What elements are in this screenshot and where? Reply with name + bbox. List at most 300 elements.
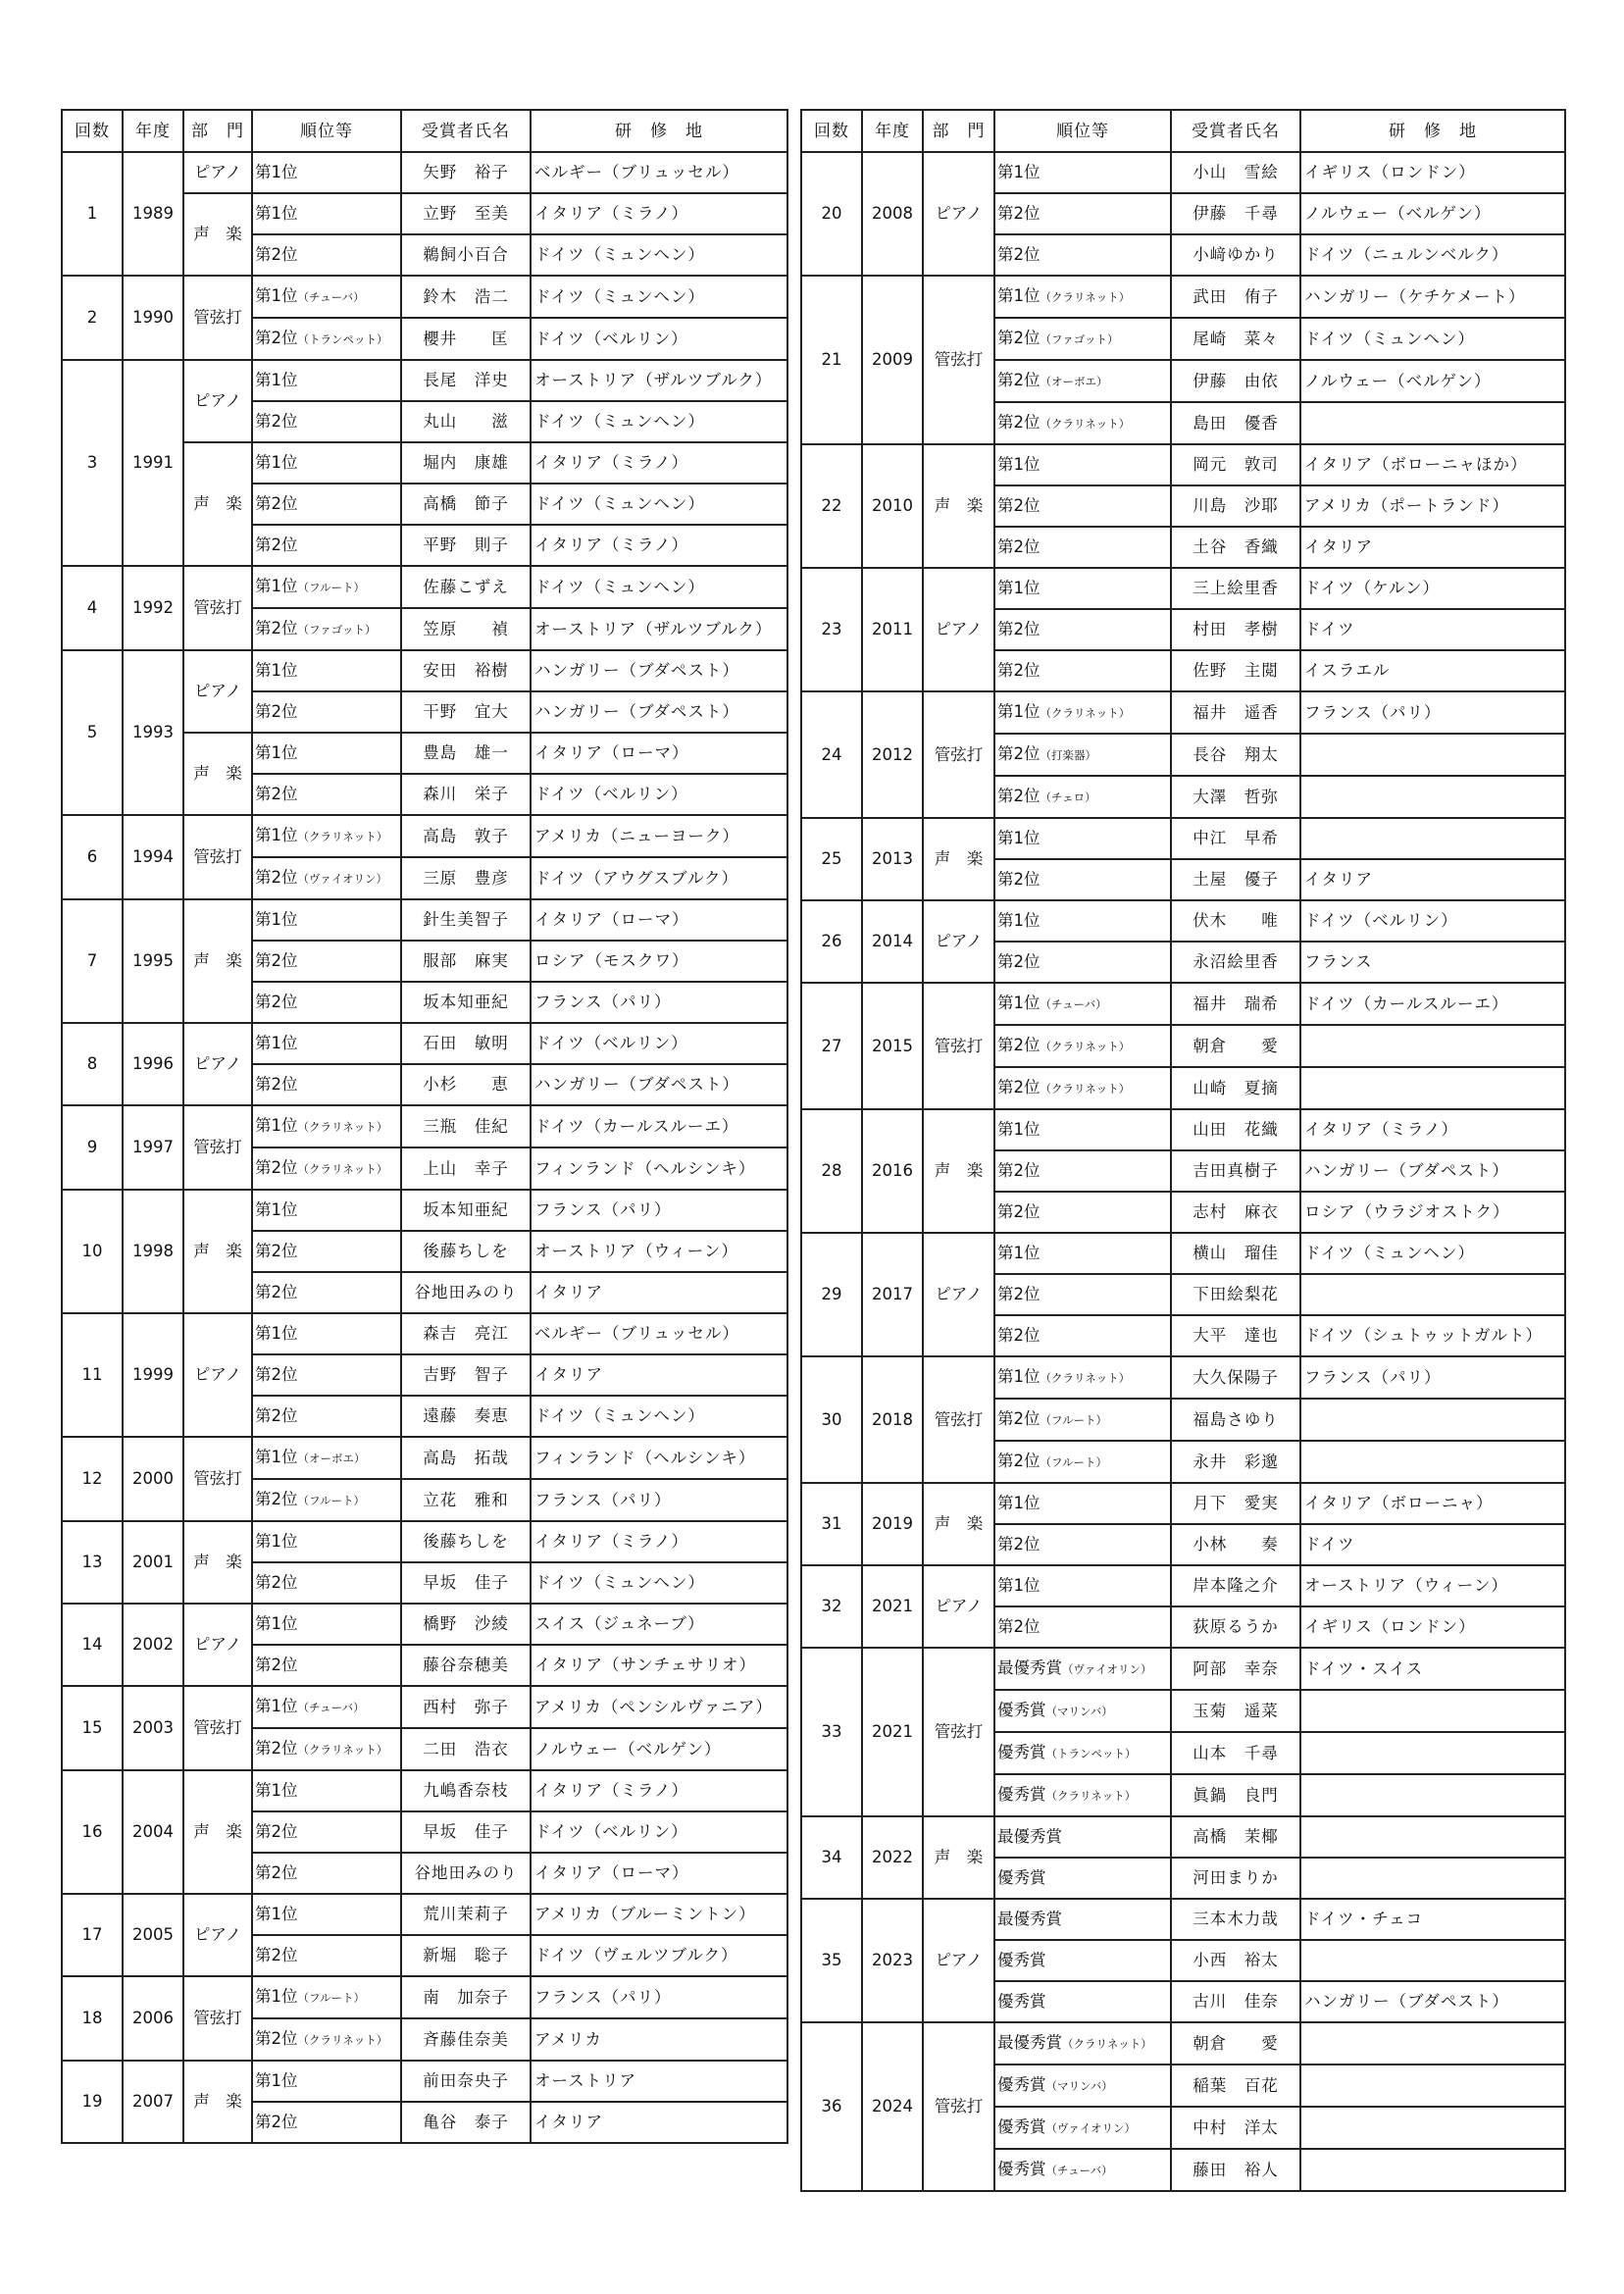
session-number: 14 — [62, 1604, 123, 1686]
winner-name: 堀内 康雄 — [401, 442, 531, 484]
award-year: 2016 — [862, 1109, 923, 1233]
rank-label: 第1位 — [255, 371, 298, 389]
study-location: オーストリア — [531, 2061, 787, 2102]
winner-name: 亀谷 泰子 — [401, 2102, 531, 2143]
instrument-label: （ファゴット） — [297, 623, 377, 637]
table-row — [62, 899, 787, 941]
winner-name: 谷地田みのり — [401, 1272, 531, 1313]
table-row — [801, 1648, 1565, 1690]
study-location: アメリカ（ニューヨーク） — [531, 815, 787, 857]
winner-name: 三本木力哉 — [1171, 1899, 1300, 1940]
rank-cell — [252, 2102, 401, 2143]
rank-cell — [252, 1770, 401, 1811]
table-row — [62, 1686, 787, 1728]
rank-cell — [994, 1732, 1171, 1774]
winner-name: 後藤ちしを — [401, 1231, 531, 1272]
winner-name: 笠原 禎 — [401, 608, 531, 650]
winner-name: 山崎 夏摘 — [1171, 1067, 1300, 1109]
rank-label: 第2位 — [997, 245, 1040, 264]
division: ピアノ — [183, 360, 252, 442]
session-number: 10 — [62, 1190, 123, 1313]
rank-label: 第1位 — [997, 163, 1040, 181]
table-row — [62, 1023, 787, 1064]
rank-cell — [252, 234, 401, 276]
study-location: ドイツ・チェコ — [1300, 1899, 1565, 1940]
winner-name: 高橋 茉椰 — [1171, 1816, 1300, 1858]
division: ピアノ — [183, 1894, 252, 1976]
awards-table-left — [61, 109, 788, 2144]
session-number: 21 — [801, 276, 862, 444]
winner-name: 服部 麻実 — [401, 941, 531, 982]
study-location: ドイツ（シュトゥットガルト） — [1300, 1315, 1565, 1356]
study-location: ドイツ（カールスルーエ） — [1300, 983, 1565, 1025]
winner-name: 稲葉 百花 — [1171, 2065, 1300, 2107]
instrument-label: （マリンバ） — [1045, 2079, 1113, 2093]
winner-name: 尾崎 菜々 — [1171, 318, 1300, 360]
study-location — [1300, 1690, 1565, 1732]
session-number: 29 — [801, 1233, 862, 1356]
instrument-label: （クラリネット） — [1040, 706, 1131, 720]
rank-cell — [994, 1524, 1171, 1565]
session-number: 13 — [62, 1521, 123, 1604]
rank-cell — [252, 1354, 401, 1396]
table-row — [801, 152, 1565, 193]
study-location: フランス（パリ） — [531, 1479, 787, 1521]
rank-cell — [994, 1315, 1171, 1356]
study-location — [1300, 2149, 1565, 2191]
rank-cell — [252, 650, 401, 691]
study-location: イスラエル — [1300, 650, 1565, 691]
table-row — [801, 444, 1565, 485]
award-year: 1994 — [123, 815, 183, 899]
study-location: ドイツ（ベルリン） — [1300, 900, 1565, 942]
table-row — [62, 650, 787, 691]
rank-cell — [252, 815, 401, 857]
table-row — [801, 1816, 1565, 1858]
instrument-label: （トランペット） — [1045, 1747, 1137, 1760]
rank-cell — [994, 360, 1171, 402]
instrument-label: （チューバ） — [1045, 2164, 1113, 2177]
rank-cell — [994, 1940, 1171, 1981]
rank-cell — [994, 650, 1171, 691]
session-number: 34 — [801, 1816, 862, 1899]
winner-name: 土谷 香織 — [1171, 527, 1300, 568]
instrument-label: （クラリネット） — [297, 1162, 388, 1176]
rank-cell — [994, 1606, 1171, 1648]
rank-cell — [994, 2149, 1171, 2191]
rank-cell — [994, 2022, 1171, 2065]
study-location: オーストリア（ウィーン） — [1300, 1565, 1565, 1606]
winner-name: 早坂 佳子 — [401, 1811, 531, 1853]
rank-label: 第2位 — [255, 2113, 298, 2131]
header-winner-name: 受賞者氏名 — [401, 110, 531, 152]
rank-label: 第2位 — [997, 329, 1040, 347]
award-year: 2006 — [123, 1976, 183, 2061]
winner-name: 九嶋香奈枝 — [401, 1770, 531, 1811]
rank-label: 第1位 — [997, 702, 1040, 721]
rank-cell — [252, 691, 401, 733]
study-location: イタリア — [1300, 527, 1565, 568]
division: 声 楽 — [923, 1483, 994, 1565]
session-number: 1 — [62, 152, 123, 276]
winner-name: 武田 侑子 — [1171, 276, 1300, 318]
table-row — [801, 2022, 1565, 2065]
award-year: 2014 — [862, 900, 923, 983]
rank-cell — [994, 900, 1171, 942]
rank-cell — [994, 609, 1171, 650]
rank-label: 第1位 — [255, 1614, 298, 1633]
rank-label: 第1位 — [255, 661, 298, 680]
study-location: ハンガリー（ケチケメート） — [1300, 276, 1565, 318]
session-number: 7 — [62, 899, 123, 1023]
rank-label: 第2位 — [255, 2029, 298, 2048]
rank-cell — [252, 566, 401, 608]
table-row — [62, 1521, 787, 1562]
rank-label: 第1位 — [255, 826, 298, 844]
award-year: 1989 — [123, 152, 183, 276]
study-location: ベルギー（ブリュッセル） — [531, 152, 787, 193]
study-location: オーストリア（ザルツブルク） — [531, 608, 787, 650]
table-row — [62, 1976, 787, 2018]
rank-label: 優秀賞 — [997, 2075, 1046, 2094]
rank-cell — [994, 568, 1171, 609]
rank-label: 第2位 — [255, 951, 298, 970]
winner-name: 三瓶 佳紀 — [401, 1105, 531, 1147]
study-location: オーストリア（ウィーン） — [531, 1231, 787, 1272]
instrument-label: （チューバ） — [297, 1701, 365, 1714]
rank-cell — [994, 1858, 1171, 1899]
study-location — [1300, 734, 1565, 776]
division: 管弦打 — [183, 1437, 252, 1521]
winner-name: 森吉 亮江 — [401, 1313, 531, 1354]
rank-label: 第2位 — [255, 245, 298, 264]
study-location: ハンガリー（ブダペスト） — [531, 650, 787, 691]
study-location — [1300, 1940, 1565, 1981]
rank-label: 第2位 — [255, 1490, 298, 1508]
award-year: 1997 — [123, 1105, 183, 1190]
study-location: イタリア（サンチェサリオ） — [531, 1645, 787, 1686]
table-row — [801, 1899, 1565, 1940]
rank-cell — [252, 857, 401, 899]
rank-cell — [994, 859, 1171, 900]
division: ピアノ — [183, 152, 252, 193]
rank-label: 第1位 — [255, 204, 298, 223]
winner-name: 谷地田みのり — [401, 1853, 531, 1894]
winner-name: 安田 裕樹 — [401, 650, 531, 691]
rank-label: 優秀賞 — [997, 1951, 1046, 1969]
winner-name: 小西 裕太 — [1171, 1940, 1300, 1981]
table-row — [801, 1565, 1565, 1606]
study-location: アメリカ（ポートランド） — [1300, 485, 1565, 527]
rank-cell — [252, 608, 401, 650]
division: 声 楽 — [183, 1190, 252, 1313]
winner-name: 豊島 雄一 — [401, 733, 531, 774]
study-location — [1300, 402, 1565, 444]
rank-label: 第2位 — [255, 1365, 298, 1384]
rank-label: 第2位 — [255, 785, 298, 803]
winner-name: 石田 敏明 — [401, 1023, 531, 1064]
winner-name: 矢野 裕子 — [401, 152, 531, 193]
rank-cell — [252, 1272, 401, 1313]
header-division: 部 門 — [183, 110, 252, 152]
rank-cell — [252, 2061, 401, 2102]
rank-cell — [252, 1686, 401, 1728]
study-location: イタリア — [531, 2102, 787, 2143]
award-year: 2024 — [862, 2022, 923, 2191]
rank-cell — [252, 1231, 401, 1272]
rank-cell — [252, 1853, 401, 1894]
rank-cell — [994, 1981, 1171, 2022]
rank-label: 第2位 — [997, 371, 1040, 389]
award-year: 1993 — [123, 650, 183, 815]
session-number: 35 — [801, 1899, 862, 2022]
rank-cell — [252, 1479, 401, 1521]
award-year: 2018 — [862, 1356, 923, 1483]
study-location: イギリス（ロンドン） — [1300, 152, 1565, 193]
winner-name: 大平 達也 — [1171, 1315, 1300, 1356]
session-number: 2 — [62, 276, 123, 360]
study-location: イタリア（ミラノ） — [1300, 1109, 1565, 1150]
study-location: ドイツ（ベルリン） — [531, 1811, 787, 1853]
study-location — [1300, 1025, 1565, 1067]
study-location: オーストリア（ザルツブルク） — [531, 360, 787, 401]
rank-label: 第2位 — [997, 204, 1040, 223]
rank-cell — [252, 276, 401, 318]
winner-name: 佐野 主閲 — [1171, 650, 1300, 691]
winner-name: 南 加奈子 — [401, 1976, 531, 2018]
rank-label: 優秀賞 — [997, 1743, 1046, 1761]
rank-label: 優秀賞 — [997, 1701, 1046, 1719]
division: ピアノ — [183, 1023, 252, 1105]
study-location — [1300, 1816, 1565, 1858]
study-location — [1300, 1441, 1565, 1483]
division: 管弦打 — [183, 1686, 252, 1770]
award-year: 2013 — [862, 818, 923, 900]
rank-label: 第1位 — [255, 910, 298, 929]
rank-label: 第2位 — [997, 1161, 1040, 1180]
study-location: イギリス（ロンドン） — [1300, 1606, 1565, 1648]
winner-name: 福井 遥香 — [1171, 691, 1300, 734]
rank-label: 優秀賞 — [997, 2160, 1046, 2178]
rank-cell — [252, 1064, 401, 1105]
winner-name: 佐藤こずえ — [401, 566, 531, 608]
rank-label: 第1位 — [997, 994, 1040, 1012]
instrument-label: （オーボエ） — [1040, 375, 1108, 388]
header-rank: 順位等 — [252, 110, 401, 152]
session-number: 12 — [62, 1437, 123, 1521]
session-number: 23 — [801, 568, 862, 691]
rank-cell — [994, 1025, 1171, 1067]
study-location: イタリア — [531, 1272, 787, 1313]
rank-label: 第2位 — [997, 1326, 1040, 1345]
winner-name: 高島 敦子 — [401, 815, 531, 857]
award-year: 1995 — [123, 899, 183, 1023]
rank-cell — [994, 1483, 1171, 1524]
session-number: 8 — [62, 1023, 123, 1105]
award-year: 1992 — [123, 566, 183, 650]
table-row — [801, 568, 1565, 609]
session-number: 27 — [801, 983, 862, 1109]
instrument-label: （チューバ） — [297, 290, 365, 304]
study-location: アメリカ — [531, 2018, 787, 2061]
winner-name: 中江 早希 — [1171, 818, 1300, 859]
division: 管弦打 — [923, 983, 994, 1109]
winner-name: 岡元 敦司 — [1171, 444, 1300, 485]
winner-name: 永沼絵里香 — [1171, 942, 1300, 983]
division: 声 楽 — [923, 818, 994, 900]
header-rank: 順位等 — [994, 110, 1171, 152]
study-location: スイス（ジュネーブ） — [531, 1604, 787, 1645]
study-location — [1300, 818, 1565, 859]
rank-label: 第1位 — [997, 286, 1040, 305]
winner-name: 福島さゆり — [1171, 1399, 1300, 1441]
division: ピアノ — [923, 900, 994, 983]
instrument-label: （クラリネット） — [1040, 1371, 1131, 1385]
rank-label: 第2位 — [997, 787, 1040, 805]
rank-cell — [252, 525, 401, 566]
award-year: 2011 — [862, 568, 923, 691]
award-year: 2002 — [123, 1604, 183, 1686]
award-year: 1991 — [123, 360, 183, 566]
rank-cell — [252, 1562, 401, 1604]
rank-label: 第2位 — [997, 1617, 1040, 1636]
winner-name: 志村 麻衣 — [1171, 1192, 1300, 1233]
rank-label: 第2位 — [997, 1036, 1040, 1054]
study-location: ハンガリー（ブダペスト） — [1300, 1150, 1565, 1192]
winner-name: 三上絵里香 — [1171, 568, 1300, 609]
header-year: 年度 — [123, 110, 183, 152]
rank-label: 第1位 — [255, 1116, 298, 1135]
rank-label: 第2位 — [255, 1406, 298, 1425]
winner-name: 平野 則子 — [401, 525, 531, 566]
study-location: フィンランド（ヘルシンキ） — [531, 1437, 787, 1479]
division: ピアノ — [183, 650, 252, 733]
winner-name: 遠藤 奏恵 — [401, 1396, 531, 1437]
rank-label: 最優秀賞 — [997, 1827, 1062, 1846]
rank-cell — [252, 193, 401, 234]
study-location — [1300, 2022, 1565, 2065]
table-row — [801, 1109, 1565, 1150]
award-year: 2009 — [862, 276, 923, 444]
rank-label: 第1位 — [255, 1034, 298, 1052]
rank-label: 第2位 — [997, 537, 1040, 556]
table-row — [62, 1604, 787, 1645]
table-row — [801, 1483, 1565, 1524]
rank-cell — [994, 1233, 1171, 1274]
study-location: イタリア（ミラノ） — [531, 442, 787, 484]
instrument-label: （フルート） — [297, 1494, 366, 1507]
rank-label: 優秀賞 — [997, 2117, 1046, 2136]
award-year: 1990 — [123, 276, 183, 360]
study-location: ドイツ（カールスルーエ） — [531, 1105, 787, 1147]
winner-name: 玉菊 遥菜 — [1171, 1690, 1300, 1732]
winner-name: 阿部 幸奈 — [1171, 1648, 1300, 1690]
rank-cell — [252, 1147, 401, 1190]
instrument-label: （フルート） — [297, 581, 366, 594]
table-row — [801, 900, 1565, 942]
rank-label: 第2位 — [997, 1285, 1040, 1303]
rank-cell — [252, 401, 401, 442]
division: 管弦打 — [183, 815, 252, 899]
study-location — [1300, 776, 1565, 818]
rank-label: 第1位 — [255, 1781, 298, 1800]
winner-name: 村田 孝樹 — [1171, 609, 1300, 650]
rank-label: 第1位 — [997, 1244, 1040, 1262]
study-location — [1300, 1399, 1565, 1441]
table-row — [62, 152, 787, 193]
study-location — [1300, 2065, 1565, 2107]
rank-cell — [252, 1976, 401, 2018]
table-row — [62, 1105, 787, 1147]
session-number: 4 — [62, 566, 123, 650]
instrument-label: （クラリネット） — [1040, 417, 1131, 431]
winner-name: 早坂 佳子 — [401, 1562, 531, 1604]
study-location: ドイツ（ミュンヘン） — [1300, 1233, 1565, 1274]
instrument-label: （クラリネット） — [297, 1743, 388, 1757]
rank-label: 第2位 — [997, 1452, 1040, 1470]
study-location: アメリカ（ペンシルヴァニア） — [531, 1686, 787, 1728]
session-number: 11 — [62, 1313, 123, 1437]
rank-label: 第2位 — [997, 952, 1040, 971]
award-year: 2010 — [862, 444, 923, 568]
rank-cell — [994, 444, 1171, 485]
study-location: イタリア（ミラノ） — [531, 193, 787, 234]
rank-label: 第2位 — [255, 993, 298, 1011]
instrument-label: （クラリネット） — [1045, 1789, 1137, 1803]
rank-cell — [252, 1313, 401, 1354]
division: 声 楽 — [183, 1521, 252, 1604]
award-year: 1999 — [123, 1313, 183, 1437]
rank-cell — [252, 1645, 401, 1686]
header-study-location: 研 修 地 — [531, 110, 787, 152]
rank-cell — [252, 982, 401, 1023]
study-location — [1300, 1732, 1565, 1774]
award-year: 2023 — [862, 1899, 923, 2022]
session-number: 25 — [801, 818, 862, 900]
study-location: ドイツ — [1300, 609, 1565, 650]
study-location: フランス — [1300, 942, 1565, 983]
rank-label: 第2位 — [255, 1242, 298, 1260]
rank-cell — [994, 1441, 1171, 1483]
winner-name: 斉藤佳奈美 — [401, 2018, 531, 2061]
instrument-label: （クラリネット） — [297, 2033, 388, 2047]
rank-label: 最優秀賞 — [997, 1910, 1062, 1928]
rank-label: 第1位 — [255, 286, 298, 305]
study-location: イタリア（ボローニャ） — [1300, 1483, 1565, 1524]
table-row — [62, 1437, 787, 1479]
table-row — [801, 983, 1565, 1025]
rank-cell — [994, 818, 1171, 859]
winner-name: 月下 愛実 — [1171, 1483, 1300, 1524]
rank-label: 第1位 — [255, 1987, 298, 2006]
session-number: 16 — [62, 1770, 123, 1894]
rank-cell — [994, 527, 1171, 568]
division: 声 楽 — [183, 2061, 252, 2143]
table-header — [62, 110, 787, 152]
winner-name: 吉田真樹子 — [1171, 1150, 1300, 1192]
instrument-label: （クラリネット） — [1040, 1082, 1131, 1096]
session-number: 24 — [801, 691, 862, 818]
rank-label: 第2位 — [997, 1409, 1040, 1428]
rank-label: 第2位 — [997, 870, 1040, 889]
rank-label: 第1位 — [255, 453, 298, 472]
rank-label: 第1位 — [255, 1324, 298, 1343]
table-row — [62, 360, 787, 401]
table-header — [801, 110, 1565, 152]
study-location: ノルウェー（ベルゲン） — [1300, 360, 1565, 402]
rank-cell — [994, 152, 1171, 193]
winner-name: 荻原るうか — [1171, 1606, 1300, 1648]
